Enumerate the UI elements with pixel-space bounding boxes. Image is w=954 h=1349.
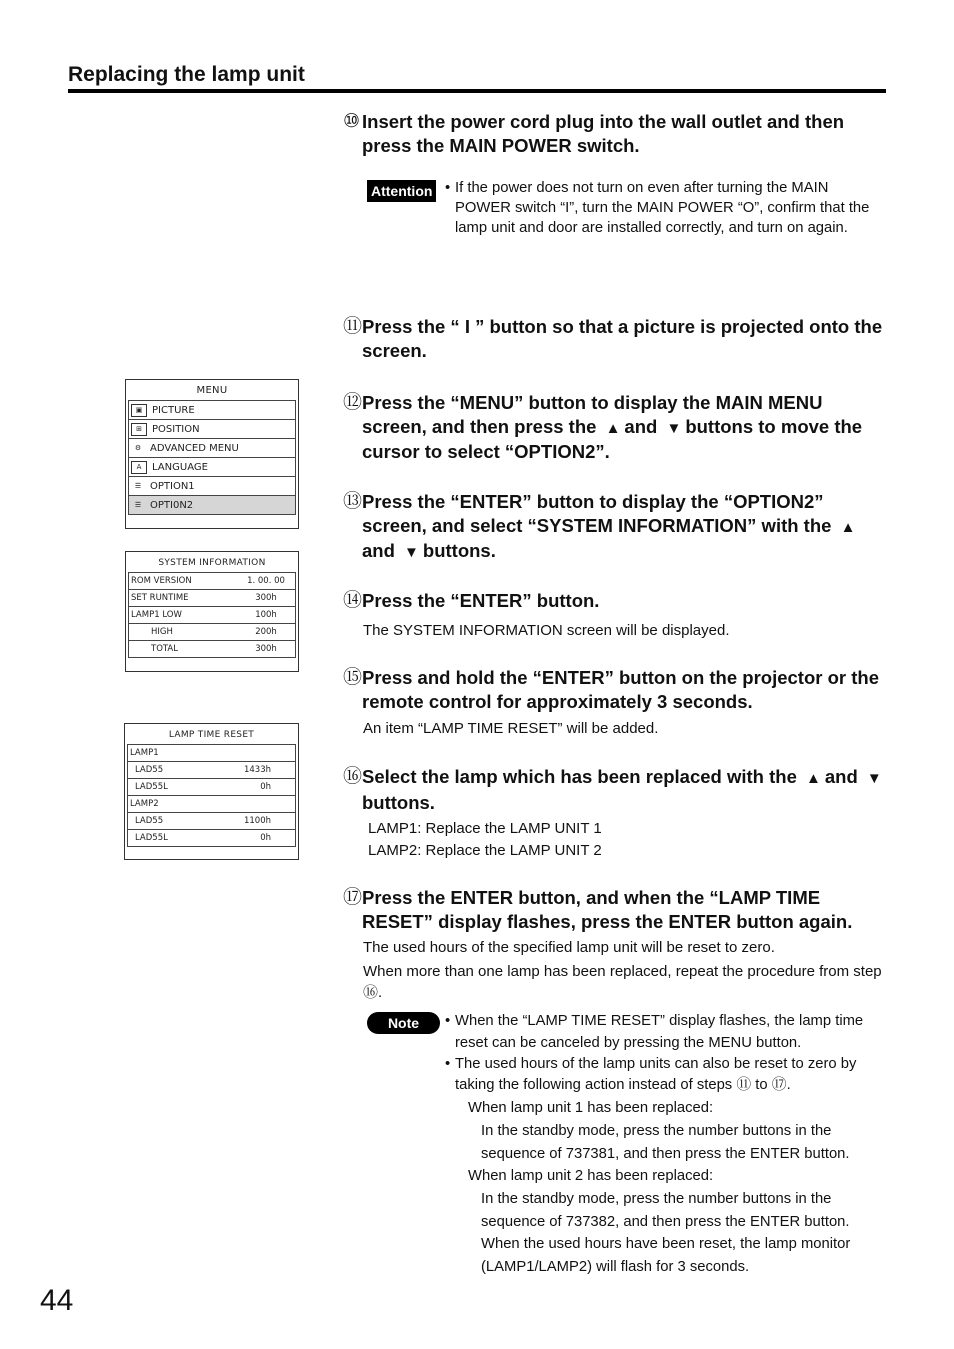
step-text-a: Select the lamp which has been replaced with the — [362, 766, 797, 787]
lamp-time-reset-title: LAMP TIME RESET — [168, 730, 255, 740]
attention-text: If the power does not turn on even after turning the MAIN POWER switch “I”, turn the MAIN POWER “O”, confirm that the lamp unit and door are installed correctly, and turn on again. — [455, 180, 870, 236]
step-heading: Press and hold the “ENTER” button on the projector or the remote control for approximately 3 seconds. — [362, 667, 879, 712]
menu-item-label: POSITION — [152, 423, 200, 435]
note-bullet-2 — [445, 1054, 885, 1096]
reset-row-lamp1-lad55[interactable] — [127, 761, 296, 778]
info-label: HIGH — [151, 627, 173, 637]
and-word: and — [362, 540, 395, 561]
option-icon: ☰ — [134, 500, 142, 509]
info-value: 200h — [255, 627, 277, 637]
page-number: 44 — [40, 1284, 74, 1317]
reset-label: LAMP1 — [130, 748, 159, 758]
reset-label: LAD55 — [135, 816, 164, 826]
reset-label: LAD55L — [135, 782, 168, 792]
step-body: An item “LAMP TIME RESET” will be added. — [363, 720, 659, 737]
menu-item-picture[interactable] — [128, 400, 296, 419]
step-16 — [343, 765, 888, 862]
reset-label: LAD55 — [135, 765, 164, 775]
reset-line: The used hours of the specified lamp unit will be reset to zero. — [363, 939, 775, 956]
lamp1-instruction: In the standby mode, press the number buttons in the sequence of 737381, and then press the ENTER button. — [481, 1123, 850, 1162]
down-arrow-icon: ▼ — [404, 544, 419, 561]
info-label: ROM VERSION — [131, 576, 192, 586]
section-title: Replacing the lamp unit — [68, 63, 305, 86]
step-text-b: buttons. — [422, 540, 496, 561]
reset-value: 0h — [260, 833, 271, 843]
step-number: ⑫ — [343, 392, 363, 413]
info-value: 1. 00. 00 — [247, 576, 285, 586]
reset-row-lamp1 — [127, 744, 296, 761]
reset-row-lamp1-lad55l[interactable] — [127, 778, 296, 795]
note-text-2: The used hours of the lamp units can also be reset to zero by taking the following action instead of steps — [455, 1056, 857, 1093]
reset-value — [211, 745, 295, 761]
attention-text-block — [445, 178, 885, 238]
menu-item-advanced-menu[interactable] — [128, 438, 296, 457]
lamp1-heading: When lamp unit 1 has been replaced: — [468, 1100, 714, 1116]
step-ref-from: ⑪ — [736, 1077, 752, 1093]
menu-item-label: OPTI0N2 — [150, 499, 194, 511]
menu-item-position[interactable] — [128, 419, 296, 438]
lamp2-instruction: In the standby mode, press the number buttons in the sequence of 737382, and then press the ENTER button. — [481, 1191, 850, 1230]
advanced-menu-icon: ⚙ — [134, 443, 142, 452]
system-information-title: SYSTEM INFORMATION — [158, 558, 266, 568]
step-heading — [362, 391, 888, 464]
step-number: ⑰ — [343, 887, 363, 908]
step-number: ⑯ — [343, 766, 363, 787]
step-number: ⑮ — [343, 667, 363, 688]
and-word: and — [824, 766, 858, 787]
repeat-text: When more than one lamp has been replaced, repeat the procedure from step — [363, 963, 882, 980]
step-15 — [343, 666, 888, 740]
step-text-a: Press the “ENTER” button to display the “OPTION2” screen, and select “SYSTEM INFORMATION” with the — [362, 491, 832, 536]
menu-item-label: LANGUAGE — [152, 461, 208, 473]
period: . — [786, 1077, 791, 1093]
lamp2-heading: When lamp unit 2 has been replaced: — [468, 1168, 714, 1184]
picture-icon: ▣ — [131, 404, 147, 417]
reset-row-lamp2 — [127, 795, 296, 812]
attention-badge: Attention — [367, 180, 436, 202]
period: . — [378, 984, 383, 1001]
step-14 — [343, 589, 888, 642]
up-arrow-icon: ▲ — [840, 518, 856, 536]
step-heading: Insert the power cord plug into the wall outlet and then press the MAIN POWER switch. — [362, 111, 845, 156]
down-arrow-icon: ▼ — [866, 770, 882, 787]
to-word: to — [755, 1077, 768, 1093]
lamp1-line: LAMP1: Replace the LAMP UNIT 1 — [368, 820, 602, 837]
step-13 — [343, 490, 888, 565]
info-row-rom-version — [128, 572, 296, 589]
reset-row-lamp2-lad55[interactable] — [127, 812, 296, 829]
bullet-dot: • — [445, 1056, 451, 1072]
repeat-line — [363, 961, 888, 1003]
language-icon: A — [131, 461, 147, 474]
reset-value: 1100h — [243, 816, 271, 826]
lamp-time-reset-screen — [124, 723, 299, 860]
menu-item-option2[interactable] — [128, 495, 296, 515]
info-value: 300h — [255, 644, 277, 654]
reset-label: LAMP2 — [130, 799, 159, 809]
down-arrow-icon: ▼ — [666, 419, 682, 437]
info-row-lamp1-low — [128, 606, 296, 623]
menu-item-label: ADVANCED MENU — [150, 442, 239, 454]
info-label: LAMP1 LOW — [131, 610, 182, 620]
step-ref-to: ⑰ — [771, 1077, 787, 1093]
bullet-dot: • — [445, 1013, 451, 1029]
reset-row-lamp2-lad55l[interactable] — [127, 829, 296, 847]
info-label: TOTAL — [151, 644, 178, 654]
reset-value — [211, 796, 295, 812]
note-bullet-1 — [445, 1010, 885, 1054]
menu-screen — [125, 379, 299, 529]
info-row-high — [128, 623, 296, 640]
lamp2-line: LAMP2: Replace the LAMP UNIT 2 — [368, 842, 602, 859]
menu-item-option1[interactable] — [128, 476, 296, 495]
step-body — [363, 937, 888, 1003]
info-value: 300h — [255, 593, 277, 603]
step-number: ⑪ — [343, 316, 363, 337]
step-ref: ⑯ — [363, 984, 379, 1001]
system-information-screen — [125, 551, 299, 672]
title-rule — [68, 89, 886, 93]
up-arrow-icon: ▲ — [806, 770, 821, 787]
step-body: The SYSTEM INFORMATION screen will be displayed. — [363, 621, 730, 639]
step-text-b: buttons to move the cursor to select “OPTION2”. — [362, 415, 863, 462]
and-word: and — [624, 415, 658, 437]
reset-value: 1433h — [243, 765, 271, 775]
step-heading: Press the “ I ” button so that a picture is projected onto the screen. — [362, 316, 883, 361]
step-heading — [362, 490, 888, 565]
info-label: SET RUNTIME — [131, 593, 189, 603]
step-17 — [343, 886, 888, 1003]
lamp-monitor-note: When the used hours have been reset, the lamp monitor (LAMP1/LAMP2) will flash for 3 seconds. — [481, 1236, 851, 1275]
bullet-dot: • — [445, 180, 451, 196]
step-heading: Press the ENTER button, and when the “LAMP TIME RESET” display flashes, press the ENTER button again. — [362, 887, 853, 932]
step-number: ⑭ — [343, 590, 363, 611]
step-11 — [343, 315, 888, 362]
step-number: ⑬ — [343, 491, 363, 512]
option-icon: ☰ — [134, 481, 142, 490]
info-row-total — [128, 640, 296, 658]
step-10 — [343, 110, 888, 157]
step-text-b: buttons. — [362, 791, 435, 813]
menu-screen-title: MENU — [196, 385, 228, 396]
step-heading: Press the “ENTER” button. — [362, 590, 600, 611]
up-arrow-icon: ▲ — [605, 419, 621, 437]
menu-item-language[interactable] — [128, 457, 296, 476]
note-badge: Note — [367, 1012, 440, 1034]
menu-item-label: OPTION1 — [150, 480, 195, 492]
step-body — [368, 818, 888, 862]
info-row-set-runtime — [128, 589, 296, 606]
step-text-a: Press the “MENU” button to display the MAIN MENU screen, and then press the — [362, 392, 823, 437]
reset-value: 0h — [260, 782, 271, 792]
step-number: ⑩ — [343, 111, 361, 132]
position-icon: ⊞ — [131, 423, 147, 436]
step-12 — [343, 391, 888, 464]
reset-label: LAD55L — [135, 833, 168, 843]
note-text-1: When the “LAMP TIME RESET” display flashes, the lamp time reset can be canceled by pressing the MENU button. — [455, 1013, 864, 1051]
menu-item-label: PICTURE — [152, 404, 195, 416]
info-value: 100h — [255, 610, 277, 620]
step-heading — [362, 765, 888, 814]
